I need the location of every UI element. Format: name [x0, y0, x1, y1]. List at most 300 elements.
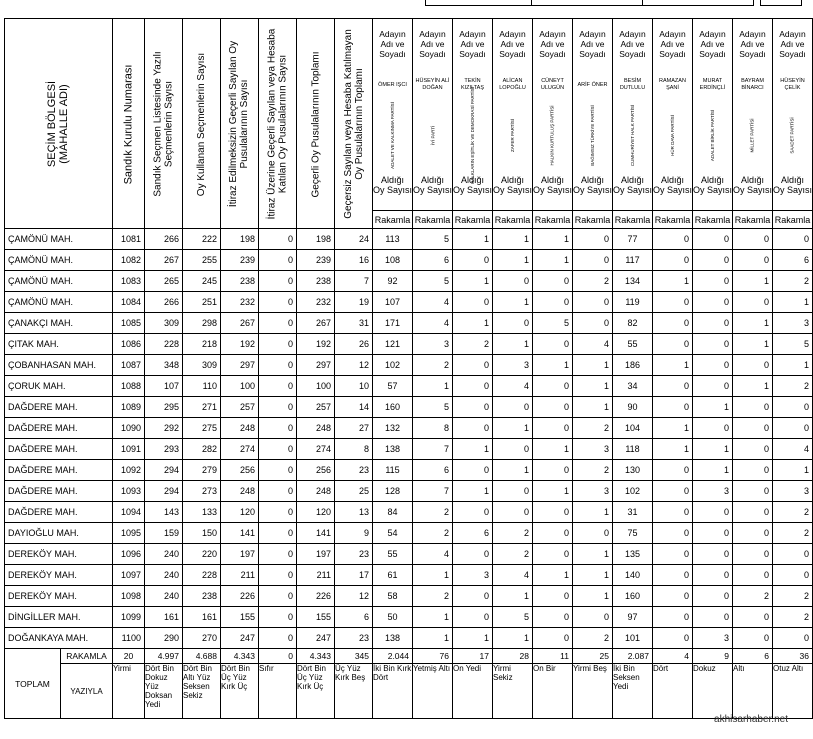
vote-cell: 50 [373, 607, 413, 628]
vote-cell: 0 [653, 628, 693, 649]
toplam-yaziyla-cell: Dört Bin Altı Yüz Seksen Sekiz [183, 664, 221, 719]
candidate-party-box [573, 99, 612, 171]
vote-cell: 0 [733, 355, 773, 376]
vote-cell: 130 [613, 460, 653, 481]
vote-cell: 1 [733, 313, 773, 334]
oy-sayisi-label: Oy Sayısı [413, 185, 453, 195]
sandik-cell: 1084 [113, 292, 145, 313]
mahalle-cell: DEREKÖY MAH. [5, 586, 113, 607]
aldigi-oy-label [613, 171, 652, 201]
vote-cell: 54 [373, 523, 413, 544]
rakamla-subheader: Rakamla [493, 211, 533, 229]
vote-cell: 0 [733, 481, 773, 502]
aday-label: Adayın [539, 29, 566, 39]
vote-cell: 135 [613, 544, 653, 565]
table-row [5, 334, 813, 355]
aday-label: Adayın [739, 29, 766, 39]
vote-cell: 0 [533, 502, 573, 523]
gecersiz-cell: 24 [335, 229, 373, 250]
sandik-cell: 1083 [113, 271, 145, 292]
vote-cell: 0 [773, 229, 813, 250]
top-cell-edge [642, 0, 754, 6]
itirazsiz-cell: 274 [221, 439, 259, 460]
vote-cell: 1 [413, 607, 453, 628]
vote-cell: 0 [533, 523, 573, 544]
vote-cell: 5 [413, 271, 453, 292]
adi-ve-label: Adı ve [380, 39, 405, 49]
gecerli-cell: 247 [297, 628, 335, 649]
gecersiz-cell: 10 [335, 376, 373, 397]
gecerli-cell: 120 [297, 502, 335, 523]
soyadi-label: Soyadı [419, 49, 446, 59]
mahalle-cell: ÇAMÖNÜ MAH. [5, 250, 113, 271]
vote-cell: 0 [573, 313, 613, 334]
vote-cell: 0 [493, 313, 533, 334]
mahalle-cell: ÇITAK MAH. [5, 334, 113, 355]
vote-cell: 1 [453, 229, 493, 250]
sandik-cell: 1090 [113, 418, 145, 439]
vote-cell: 0 [733, 607, 773, 628]
kayitli-header [145, 19, 183, 229]
adi-ve-label: Adı ve [460, 39, 485, 49]
aday-label: Adayın [659, 29, 686, 39]
toplam-yaziyla-row [5, 664, 813, 719]
candidate-party: HALKLARIN EŞİTLİK VE DEMOKRASİ PARTİSİ [470, 86, 475, 184]
candidate-party: İYİ PARTİ [430, 125, 435, 145]
kullanan-cell: 133 [183, 502, 221, 523]
kullanan-header [183, 19, 221, 229]
toplam-rakamla-cell: 76 [413, 649, 453, 664]
vote-cell: 0 [693, 250, 733, 271]
itirazsiz-cell: 248 [221, 418, 259, 439]
yaziyla-label: YAZIYLA [61, 664, 113, 719]
soyadi-label: Soyadı [619, 49, 646, 59]
vote-cell: 1 [493, 586, 533, 607]
vote-cell: 0 [693, 292, 733, 313]
vote-cell: 0 [733, 460, 773, 481]
vote-cell: 1 [733, 334, 773, 355]
vote-cell: 0 [533, 460, 573, 481]
adi-ve-label: Adı ve [540, 39, 565, 49]
sandik-cell: 1089 [113, 397, 145, 418]
vote-cell: 0 [693, 523, 733, 544]
candidate-title [613, 19, 652, 71]
soyadi-label: Soyadı [539, 49, 566, 59]
kullanan-cell: 270 [183, 628, 221, 649]
table-row [5, 586, 813, 607]
sandik-cell: 1091 [113, 439, 145, 460]
vote-cell: 4 [573, 334, 613, 355]
candidate-header [693, 19, 733, 211]
candidate-title [373, 19, 412, 71]
toplam-yaziyla-cell: Altı [733, 664, 773, 719]
vote-cell: 97 [613, 607, 653, 628]
vote-cell: 0 [733, 292, 773, 313]
mahalle-cell: DAĞDERE MAH. [5, 397, 113, 418]
gecersiz-cell: 9 [335, 523, 373, 544]
candidate-title [413, 19, 452, 71]
kayitli-cell: 294 [145, 460, 183, 481]
table-row [5, 460, 813, 481]
sandik-cell: 1082 [113, 250, 145, 271]
vote-cell: 1 [733, 271, 773, 292]
aldigi-label: Aldığı [780, 175, 804, 185]
candidate-party: BAĞIMSIZ TÜRKİYE PARTİSİ [590, 104, 596, 166]
rakamla-subheader: Rakamla [613, 211, 653, 229]
vote-cell: 0 [453, 460, 493, 481]
vote-cell: 90 [613, 397, 653, 418]
vote-cell: 1 [453, 481, 493, 502]
vote-cell: 0 [453, 250, 493, 271]
vote-cell: 1 [493, 418, 533, 439]
toplam-yaziyla-cell: Otuz Altı [773, 664, 813, 719]
itirazsiz-cell: 100 [221, 376, 259, 397]
mahalle-cell: DAĞDERE MAH. [5, 460, 113, 481]
toplam-rakamla-cell: 4.343 [221, 649, 259, 664]
itirazli-cell: 0 [259, 250, 297, 271]
vote-cell: 0 [533, 397, 573, 418]
soyadi-label: Soyadı [659, 49, 686, 59]
vote-cell: 132 [373, 418, 413, 439]
vote-cell: 0 [493, 397, 533, 418]
rakamla-subheader: Rakamla [653, 211, 693, 229]
vote-cell: 0 [733, 250, 773, 271]
vote-cell: 118 [613, 439, 653, 460]
kayitli-cell: 228 [145, 334, 183, 355]
sandik-cell: 1092 [113, 460, 145, 481]
vote-cell: 0 [773, 418, 813, 439]
itirazli-cell: 0 [259, 481, 297, 502]
table-row [5, 271, 813, 292]
vote-cell: 3 [493, 355, 533, 376]
soyadi-label: Soyadı [739, 49, 766, 59]
vote-cell: 0 [733, 523, 773, 544]
vote-cell: 0 [733, 397, 773, 418]
vote-cell: 104 [613, 418, 653, 439]
gecerli-label: Geçerli Oy Pusulalarının Toplamı [310, 51, 321, 197]
table-row [5, 355, 813, 376]
top-cell-edge [531, 0, 643, 6]
vote-cell: 3 [573, 481, 613, 502]
vote-cell: 0 [653, 607, 693, 628]
aday-label: Adayın [499, 29, 526, 39]
oy-sayisi-label: Oy Sayısı [773, 185, 813, 195]
oy-sayisi-label: Oy Sayısı [693, 185, 733, 195]
vote-cell: 0 [453, 376, 493, 397]
itirazli-cell: 0 [259, 313, 297, 334]
vote-cell: 1 [533, 439, 573, 460]
toplam-yaziyla-cell: Dört Bin Dokuz Yüz Doksan Yedi [145, 664, 183, 719]
gecerli-cell: 232 [297, 292, 335, 313]
toplam-rakamla-cell: 345 [335, 649, 373, 664]
vote-cell: 2 [573, 271, 613, 292]
toplam-yaziyla-cell: Sıfır [259, 664, 297, 719]
itirazli-cell: 0 [259, 607, 297, 628]
vote-cell: 134 [613, 271, 653, 292]
candidate-header [733, 19, 773, 211]
itirazli-cell: 0 [259, 565, 297, 586]
vote-cell: 1 [653, 271, 693, 292]
itirazsiz-cell: 238 [221, 271, 259, 292]
candidate-name: HÜSEYİN ALİ DOĞAN [415, 78, 450, 91]
vote-cell: 0 [693, 502, 733, 523]
mahalle-cell: DAĞDERE MAH. [5, 481, 113, 502]
mahalle-cell: DOĞANKAYA MAH. [5, 628, 113, 649]
vote-cell: 0 [693, 313, 733, 334]
adi-ve-label: Adı ve [700, 39, 725, 49]
mahalle-cell: DAĞDERE MAH. [5, 439, 113, 460]
vote-cell: 0 [653, 523, 693, 544]
vote-cell: 6 [453, 523, 493, 544]
itirazli-header [259, 19, 297, 229]
itirazli-cell: 0 [259, 502, 297, 523]
aldigi-oy-label [373, 171, 412, 201]
header-row [5, 19, 813, 211]
gecerli-cell: 257 [297, 397, 335, 418]
gecerli-header [297, 19, 335, 229]
vote-cell: 0 [533, 376, 573, 397]
aldigi-label: Aldığı [460, 175, 484, 185]
rakamla-subheader: Rakamla [413, 211, 453, 229]
sandik-cell: 1097 [113, 565, 145, 586]
candidate-header [653, 19, 693, 211]
itirazli-cell: 0 [259, 397, 297, 418]
adi-ve-label: Adı ve [500, 39, 525, 49]
kullanan-cell: 282 [183, 439, 221, 460]
table-row [5, 607, 813, 628]
vote-cell: 0 [653, 481, 693, 502]
vote-cell: 0 [653, 313, 693, 334]
candidate-name: TEKİN KIZILTAŞ [460, 78, 485, 91]
vote-cell: 0 [493, 271, 533, 292]
vote-cell: 140 [613, 565, 653, 586]
vote-cell: 0 [693, 586, 733, 607]
vote-cell: 1 [453, 313, 493, 334]
vote-cell: 2 [413, 355, 453, 376]
vote-cell: 2 [733, 586, 773, 607]
mahalle-cell: DAĞDERE MAH. [5, 418, 113, 439]
vote-cell: 2 [773, 502, 813, 523]
vote-cell: 1 [693, 460, 733, 481]
toplam-rakamla-cell: 36 [773, 649, 813, 664]
vote-cell: 0 [653, 397, 693, 418]
watermark: akhisarhaber.net [714, 714, 788, 725]
table-row [5, 418, 813, 439]
toplam-rakamla-row [5, 649, 813, 664]
itirazli-cell: 0 [259, 376, 297, 397]
adi-ve-label: Adı ve [580, 39, 605, 49]
gecersiz-cell: 31 [335, 313, 373, 334]
toplam-yaziyla-cell: Üç Yüz Kırk Beş [335, 664, 373, 719]
adi-ve-label: Adı ve [740, 39, 765, 49]
candidate-header [533, 19, 573, 211]
vote-cell: 160 [613, 586, 653, 607]
itirazsiz-header [221, 19, 259, 229]
kullanan-cell: 218 [183, 334, 221, 355]
candidate-party: CUMHURİYET HALK PARTİSİ [630, 104, 636, 166]
toplam-rakamla-cell: 25 [573, 649, 613, 664]
vote-cell: 2 [773, 271, 813, 292]
vote-cell: 1 [453, 271, 493, 292]
top-cell-edge [425, 0, 532, 6]
gecersiz-cell: 12 [335, 586, 373, 607]
mahalle-cell: DEREKÖY MAH. [5, 544, 113, 565]
toplam-yaziyla-cell: İki Bin Seksen Yedi [613, 664, 653, 719]
vote-cell: 0 [733, 439, 773, 460]
gecersiz-cell: 7 [335, 271, 373, 292]
mahalle-cell: ÇORUK MAH. [5, 376, 113, 397]
gecersiz-cell: 12 [335, 355, 373, 376]
sandik-cell: 1096 [113, 544, 145, 565]
kullanan-cell: 275 [183, 418, 221, 439]
results-table [4, 18, 813, 719]
vote-cell: 1 [733, 376, 773, 397]
itirazsiz-cell: 192 [221, 334, 259, 355]
vote-cell: 0 [653, 502, 693, 523]
toplam-rakamla-cell: 4.343 [297, 649, 335, 664]
toplam-yaziyla-cell: Yirmi Sekiz [493, 664, 533, 719]
mahalle-cell: DAYIOĞLU MAH. [5, 523, 113, 544]
candidate-name: ÖMER IŞCI [378, 81, 407, 88]
candidate-name: RAMAZAN ŞANİ [659, 78, 686, 91]
itirazli-cell: 0 [259, 418, 297, 439]
toplam-rakamla-cell: 17 [453, 649, 493, 664]
sandik-no-header [113, 19, 145, 229]
toplam-yaziyla-cell: Dört Bin Üç Yüz Kırk Üç [221, 664, 259, 719]
vote-cell: 0 [533, 418, 573, 439]
vote-cell: 0 [453, 355, 493, 376]
gecersiz-cell: 23 [335, 544, 373, 565]
candidate-name: HÜSEYİN ÇELİK [780, 78, 805, 91]
itirazli-cell: 0 [259, 271, 297, 292]
vote-cell: 2 [493, 544, 533, 565]
vote-cell: 2 [493, 523, 533, 544]
aldigi-oy-label [573, 171, 612, 201]
candidate-party-box [493, 99, 532, 171]
toplam-rakamla-cell: 2.044 [373, 649, 413, 664]
gecersiz-cell: 17 [335, 565, 373, 586]
vote-cell: 5 [773, 334, 813, 355]
rakamla-subheader: Rakamla [373, 211, 413, 229]
table-row [5, 502, 813, 523]
candidate-party-box [733, 99, 772, 171]
kullanan-cell: 298 [183, 313, 221, 334]
candidate-header [613, 19, 653, 211]
gecerli-cell: 248 [297, 481, 335, 502]
toplam-rakamla-cell: 2.087 [613, 649, 653, 664]
kullanan-cell: 238 [183, 586, 221, 607]
vote-cell: 4 [413, 292, 453, 313]
gecerli-cell: 239 [297, 250, 335, 271]
kayitli-cell: 290 [145, 628, 183, 649]
itirazsiz-cell: 232 [221, 292, 259, 313]
candidate-name: ALİCAN LOPOĞLU [499, 78, 526, 91]
itirazsiz-cell: 256 [221, 460, 259, 481]
itirazsiz-cell: 248 [221, 481, 259, 502]
vote-cell: 0 [533, 607, 573, 628]
gecerli-cell: 274 [297, 439, 335, 460]
itirazli-cell: 0 [259, 628, 297, 649]
vote-cell: 0 [693, 271, 733, 292]
vote-cell: 6 [413, 460, 453, 481]
vote-cell: 3 [573, 439, 613, 460]
table-row [5, 376, 813, 397]
vote-cell: 1 [493, 460, 533, 481]
kullanan-cell: 255 [183, 250, 221, 271]
rakamla-subheader: Rakamla [573, 211, 613, 229]
vote-cell: 128 [373, 481, 413, 502]
table-row [5, 250, 813, 271]
vote-cell: 2 [413, 586, 453, 607]
secim-bolgesi-header [5, 19, 113, 229]
vote-cell: 0 [693, 544, 733, 565]
vote-cell: 2 [413, 502, 453, 523]
candidate-title [733, 19, 772, 71]
vote-cell: 113 [373, 229, 413, 250]
mahalle-cell: ÇAMÖNÜ MAH. [5, 271, 113, 292]
vote-cell: 1 [773, 355, 813, 376]
vote-cell: 1 [693, 439, 733, 460]
vote-cell: 0 [453, 607, 493, 628]
sandik-cell: 1098 [113, 586, 145, 607]
vote-cell: 1 [693, 397, 733, 418]
vote-cell: 1 [413, 628, 453, 649]
oy-sayisi-label: Oy Sayısı [613, 185, 653, 195]
vote-cell: 34 [613, 376, 653, 397]
itirazsiz-label-2: Pusulalarının Sayısı [239, 79, 251, 169]
kayitli-cell: 294 [145, 481, 183, 502]
aldigi-label: Aldığı [660, 175, 684, 185]
oy-sayisi-label: Oy Sayısı [653, 185, 693, 195]
itirazsiz-cell: 198 [221, 229, 259, 250]
vote-cell: 2 [573, 628, 613, 649]
adi-ve-label: Adı ve [620, 39, 645, 49]
aldigi-label: Aldığı [380, 175, 404, 185]
itirazsiz-cell: 141 [221, 523, 259, 544]
vote-cell: 5 [413, 397, 453, 418]
gecersiz-cell: 23 [335, 628, 373, 649]
vote-cell: 1 [493, 334, 533, 355]
itirazsiz-cell: 120 [221, 502, 259, 523]
table-row [5, 439, 813, 460]
kullanan-cell: 309 [183, 355, 221, 376]
vote-cell: 0 [693, 376, 733, 397]
sandik-cell: 1093 [113, 481, 145, 502]
itirazli-cell: 0 [259, 229, 297, 250]
sandik-cell: 1085 [113, 313, 145, 334]
oy-sayisi-label: Oy Sayısı [733, 185, 773, 195]
vote-cell: 0 [573, 607, 613, 628]
vote-cell: 7 [413, 481, 453, 502]
aldigi-label: Aldığı [580, 175, 604, 185]
toplam-yaziyla-cell: Yirmi Beş [573, 664, 613, 719]
vote-cell: 2 [413, 523, 453, 544]
candidate-party-box [693, 99, 732, 171]
gecersiz-cell: 23 [335, 460, 373, 481]
vote-cell: 58 [373, 586, 413, 607]
vote-cell: 6 [413, 250, 453, 271]
vote-cell: 1 [573, 502, 613, 523]
itirazli-cell: 0 [259, 523, 297, 544]
vote-cell: 75 [613, 523, 653, 544]
vote-cell: 1 [493, 229, 533, 250]
vote-cell: 0 [453, 397, 493, 418]
secim-bolgesi-label: SEÇİM BÖLGESİ [46, 80, 59, 168]
aday-label: Adayın [579, 29, 606, 39]
kullanan-cell: 220 [183, 544, 221, 565]
vote-cell: 7 [413, 439, 453, 460]
aldigi-oy-label [493, 171, 532, 201]
